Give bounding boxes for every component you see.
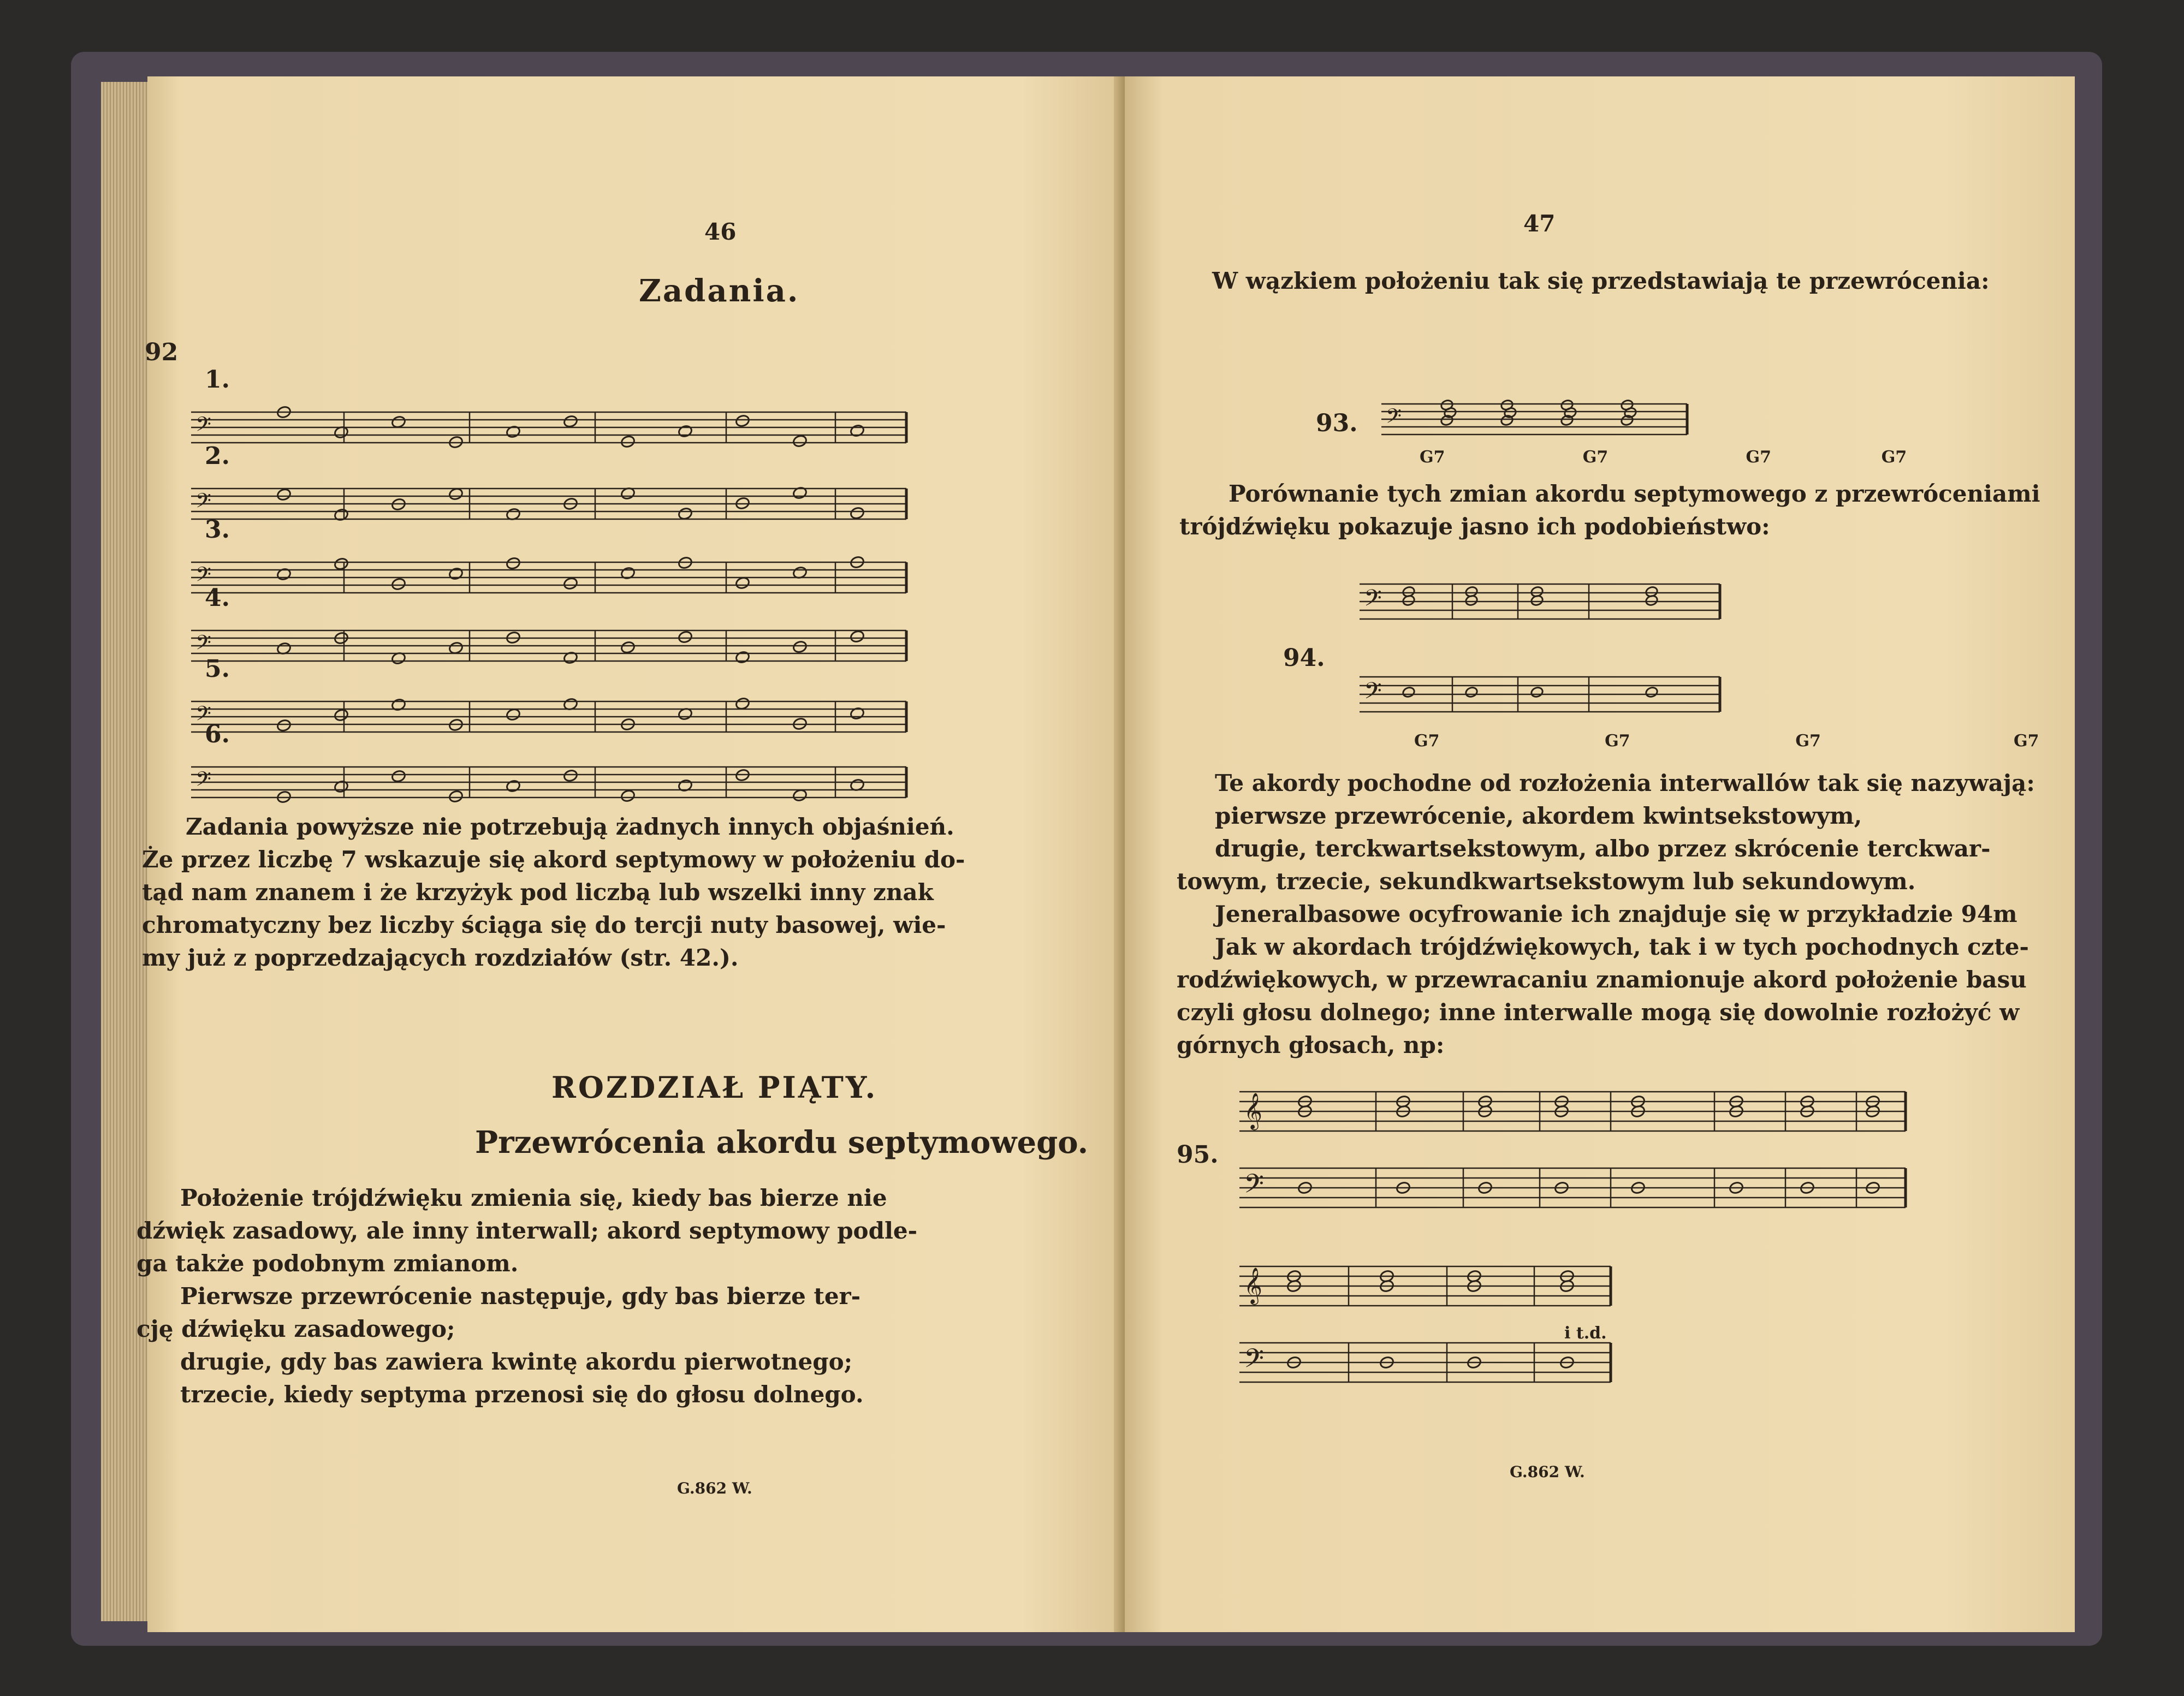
example-94-chords: [1414, 731, 2039, 751]
chord-label: G7: [1414, 731, 1440, 751]
staff-label: 2.: [205, 442, 230, 470]
svg-text:𝄢: 𝄢: [1244, 1169, 1265, 1205]
paragraph-1: [142, 811, 965, 974]
intro-line: W wązkiem położeniu tak się przedstawiają te przewrócenia:: [1212, 267, 1990, 294]
text-line: drugie, gdy bas zawiera kwintę akordu pierwotnego;: [180, 1348, 853, 1375]
example-93-chords: [1420, 448, 1907, 467]
right-page: [1125, 76, 2075, 1632]
page-number: 46: [704, 218, 737, 245]
chord-label: G7: [1746, 448, 1771, 467]
example-94-label: 94.: [1283, 644, 1325, 672]
text-line: trójdźwięku pokazuje jasno ich podobieństwo:: [1179, 513, 1770, 540]
text-line: my już z poprzedzających rozdziałów (str. 42.).: [142, 944, 739, 971]
bass-staff: [191, 761, 945, 811]
chord-label: G7: [1605, 731, 1630, 751]
bass-staff: [191, 483, 945, 532]
chord-label: G7: [1881, 448, 1907, 467]
example-94-grand-staff: [1349, 568, 1742, 731]
svg-text:𝄢: 𝄢: [1364, 677, 1382, 710]
itd-label: i t.d.: [1564, 1324, 1607, 1343]
svg-text:𝄢: 𝄢: [195, 412, 211, 441]
chord-label: G7: [2013, 731, 2039, 751]
chord-label: G7: [1420, 448, 1445, 467]
left-page: [136, 76, 1125, 1632]
text-line: Te akordy pochodne od rozłożenia interwallów tak się nazywają:: [1215, 770, 2035, 796]
text-line: Zadania powyższe nie potrzebują żadnych innych objaśnień.: [186, 813, 954, 840]
svg-text:𝄢: 𝄢: [195, 701, 211, 730]
text-line: trzecie, kiedy septyma przenosi się do głosu dolnego.: [180, 1381, 864, 1408]
svg-text:𝄢: 𝄢: [195, 630, 211, 659]
bass-staff: [191, 696, 945, 745]
exercise-number: 92: [145, 338, 179, 366]
text-line: czyli głosu dolnego; inne interwalle mogą się dowolnie rozłożyć w: [1177, 999, 2020, 1026]
chapter-title: Przewrócenia akordu septymowego.: [475, 1124, 1089, 1161]
staff-label: 5.: [205, 655, 230, 683]
printer-signature: G.862 W.: [677, 1479, 752, 1497]
text-line: Porównanie tych zmian akordu septymowego z przewróceniami: [1228, 480, 2040, 507]
text-line: rodźwiękowych, w przewracaniu znamionuje akord położenie basu: [1177, 966, 2027, 993]
svg-text:𝄞: 𝄞: [1244, 1267, 1263, 1304]
chord-label: G7: [1582, 448, 1609, 467]
svg-text:𝄢: 𝄢: [195, 767, 211, 796]
text-line: Jak w akordach trójdźwiękowych, tak i w tych pochodnych czte-: [1215, 933, 2029, 960]
svg-text:𝄢: 𝄢: [195, 489, 211, 517]
staff-label: 1.: [205, 366, 230, 394]
staff-label: 3.: [205, 516, 230, 544]
chord-label: G7: [1795, 731, 1821, 751]
text-line: Pierwsze przewrócenie następuje, gdy bas bierze ter-: [180, 1283, 861, 1310]
paragraph-2: [1177, 767, 2035, 1062]
example-95-label: 95.: [1177, 1141, 1219, 1169]
paragraph-1: [1179, 478, 2040, 543]
bass-staff: [191, 625, 945, 674]
text-line: ga także podobnym zmianom.: [136, 1250, 519, 1277]
page-title: Zadania.: [639, 273, 800, 309]
svg-text:𝄞: 𝄞: [1244, 1092, 1263, 1129]
example-93-label: 93.: [1316, 409, 1358, 437]
page-number: 47: [1523, 210, 1556, 237]
staff-label: 6.: [205, 721, 230, 748]
example-95-grand-staff: [1228, 1075, 1971, 1223]
text-line: Że przez liczbę 7 wskazuje się akord septymowy w położeniu do-: [142, 846, 965, 873]
text-line: Jeneralbasowe ocyfrowanie ich znajduje się w przykładzie 94m: [1215, 901, 2017, 927]
staff-label: 4.: [205, 584, 230, 612]
text-line: cję dźwięku zasadowego;: [136, 1316, 455, 1342]
text-line: górnych głosach, np:: [1177, 1032, 1445, 1058]
text-line: chromatyczny bez liczby ściąga się do tercji nuty basowej, wie-: [142, 912, 946, 938]
bass-staff: [191, 407, 945, 456]
example-93-staff: [1381, 393, 1720, 453]
bass-staff: [191, 557, 945, 606]
text-line: pierwsze przewrócenie, akordem kwintsekstowym,: [1215, 802, 1862, 829]
text-line: tąd nam znanem i że krzyżyk pod liczbą lub wszelki inny znak: [142, 879, 934, 906]
svg-text:𝄢: 𝄢: [1244, 1343, 1265, 1380]
paragraph-2: [136, 1182, 917, 1411]
svg-text:𝄢: 𝄢: [195, 562, 211, 591]
svg-text:𝄢: 𝄢: [1364, 585, 1382, 617]
text-line: drugie, terckwartsekstowym, albo przez skrócenie terckwar-: [1215, 835, 1991, 862]
text-line: dźwięk zasadowy, ale inny interwall; akord septymowy podle-: [136, 1217, 918, 1244]
text-line: towym, trzecie, sekundkwartsekstowym lub sekundowym.: [1177, 868, 1916, 895]
chapter-heading: ROZDZIAŁ PIĄTY.: [551, 1070, 878, 1105]
svg-text:𝄢: 𝄢: [1386, 404, 1402, 433]
text-line: Położenie trójdźwięku zmienia się, kiedy bas bierze nie: [180, 1185, 887, 1211]
printer-signature: G.862 W.: [1510, 1463, 1585, 1481]
